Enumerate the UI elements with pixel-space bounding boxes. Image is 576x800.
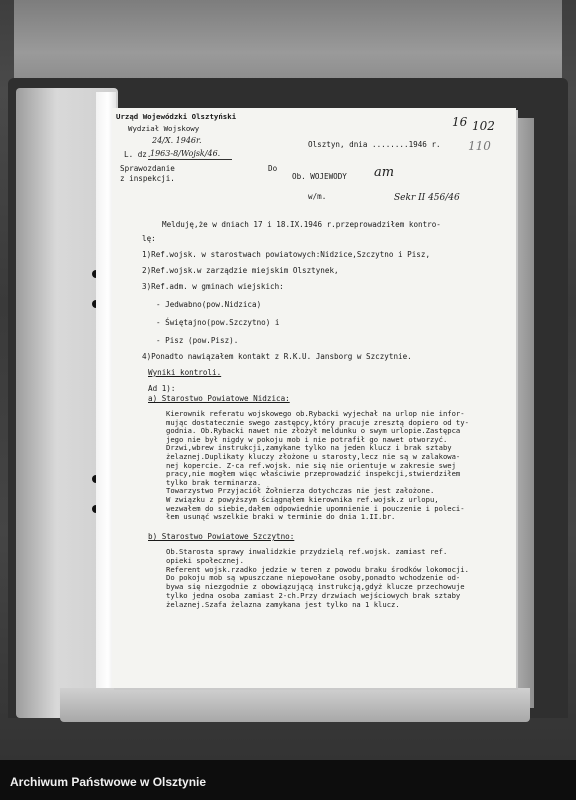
- item-2: 2)Ref.wojsk.w zarządzie miejskim Olsztynek,: [142, 266, 339, 275]
- bottom-sheet-edge: [60, 688, 530, 722]
- intro-line-1: Melduję,że w dniach 17 i 18.IX.1946 r.przeprowadziłem kontro-: [162, 220, 441, 229]
- text-line: Towarzystwo Przyjaciół Żołnierza dotychczas nie jest założone.: [166, 486, 435, 496]
- handwritten-corner-2: 102: [472, 119, 495, 133]
- text-line: żelaznej.Szafa żelazna zamykana jest tylko na 1 klucz.: [166, 599, 400, 609]
- gmina-3: - Pisz (pow.Pisz).: [156, 336, 239, 345]
- ad-1: Ad 1):: [148, 384, 176, 393]
- addressee-do: Do: [268, 164, 278, 173]
- text-line: W związku z powyższym ściągnąłem kierownika ref.wojsk.z urlopu,: [166, 494, 439, 504]
- text-line: mując dostatecznie swego zastępcy,który pracuje zresztą dopiero od ty-: [166, 417, 469, 427]
- handwritten-corner-1: 16: [452, 115, 468, 129]
- ldz-value: 1963-8/Wojsk/46.: [150, 149, 221, 158]
- gmina-1: - Jedwabno(pow.Nidzica): [156, 300, 262, 309]
- handwritten-corner-3: 110: [468, 139, 491, 153]
- text-line: żelaznej.Duplikaty kluczy złożone u starosty,lecz nie są w zalakowa-: [166, 451, 461, 461]
- subject-line-1: Sprawozdanie: [120, 164, 175, 173]
- handwritten-initials: am: [374, 165, 395, 180]
- handwritten-reference: Sekr II 456/46: [394, 193, 460, 203]
- office-line-1: Urząd Wojewódzki Olsztyński: [116, 112, 237, 121]
- ldz-underline: [148, 159, 232, 160]
- text-line: Do pokoju mob są wpuszczane niepowołane osoby,ponadto wchodzenie od-: [166, 573, 461, 583]
- gmina-2: - Świętajno(pow.Szczytno) i: [156, 318, 280, 327]
- addressee-wm: w/m.: [308, 192, 327, 201]
- item-4: 4)Ponadto nawiązałem kontakt z R.K.U. Jansborg w Szczytnie.: [142, 352, 412, 361]
- section-a-body: [166, 410, 469, 522]
- section-b-body: [166, 548, 469, 610]
- place-date: Olsztyn, dnia ........1946 r.: [308, 140, 441, 149]
- handwritten-date: 24/X. 1946r.: [152, 136, 202, 145]
- text-line: tylko jedna osoba zamiast 2-ch.Przy drzwiach wejściowych brak sztaby: [166, 590, 461, 600]
- text-line: jego nie był nigdy w pokoju mob i nie potrafił go nawet otworzyć.: [166, 434, 448, 444]
- document-page: [112, 108, 516, 688]
- scan-backdrop: [14, 0, 562, 88]
- text-line: łem usunąć wszelkie braki w terminie do dnia 1.II.br.: [166, 512, 396, 522]
- text-line: Kierownik referatu wojskowego ob.Rybacki wyjechał na urlop nie infor-: [166, 409, 465, 418]
- text-line: wezwałem do siebie,dałem odpowiednie upomnienie i pouczenie i poleci-: [166, 503, 465, 513]
- ldz-label: L. dz.: [124, 150, 152, 159]
- section-a-heading: a) Starostwo Powiatowe Nidzica:: [148, 394, 290, 403]
- text-line: nej kopercie. Z-ca ref.wojsk. nie się nie orientuje w zakresie swej: [166, 460, 456, 470]
- text-line: opieki społecznej.: [166, 555, 244, 565]
- archive-name: Archiwum Państwowe w Olsztynie: [10, 775, 207, 789]
- section-b-heading: b) Starostwo Powiatowe Szczytno:: [148, 532, 295, 541]
- item-1: 1)Ref.wojsk. w starostwach powiatowych:Nidzice,Szczytno i Pisz,: [142, 250, 431, 259]
- item-3: 3)Ref.adm. w gminach wiejskich:: [142, 282, 284, 291]
- text-line: tylko brak terminarza.: [166, 477, 262, 487]
- text-line: Ob.Starosta sprawy inwalidzkie przydzielą ref.wojsk. zamiast ref.: [166, 547, 448, 556]
- office-line-2: Wydział Wojskowy: [128, 124, 200, 133]
- results-heading: Wyniki kontroli.: [148, 368, 222, 377]
- addressee: Ob. WOJEWODY: [292, 172, 347, 181]
- text-line: Referent wojsk.rzadko jedzie w teren z powodu braku środków lokomocji.: [166, 564, 469, 574]
- text-line: Drzwi,wbrew instrukcji,zamykane tylko na jeden klucz i brak sztaby: [166, 443, 452, 453]
- subject-line-2: z inspekcji.: [120, 174, 175, 183]
- text-line: bywa się niezgodnie z obowiązującą instrukcją,gdyż klucze przechowuje: [166, 582, 465, 592]
- text-line: godnia. Ob.Rybacki nawet nie złożył meldunku o swym urlopie.Zastępca: [166, 426, 461, 436]
- text-line: pracy,nie mogłem więc właściwie przeprowadzić inspekcji,stwierdziłem: [166, 469, 461, 479]
- intro-line-2: lę:: [142, 234, 156, 243]
